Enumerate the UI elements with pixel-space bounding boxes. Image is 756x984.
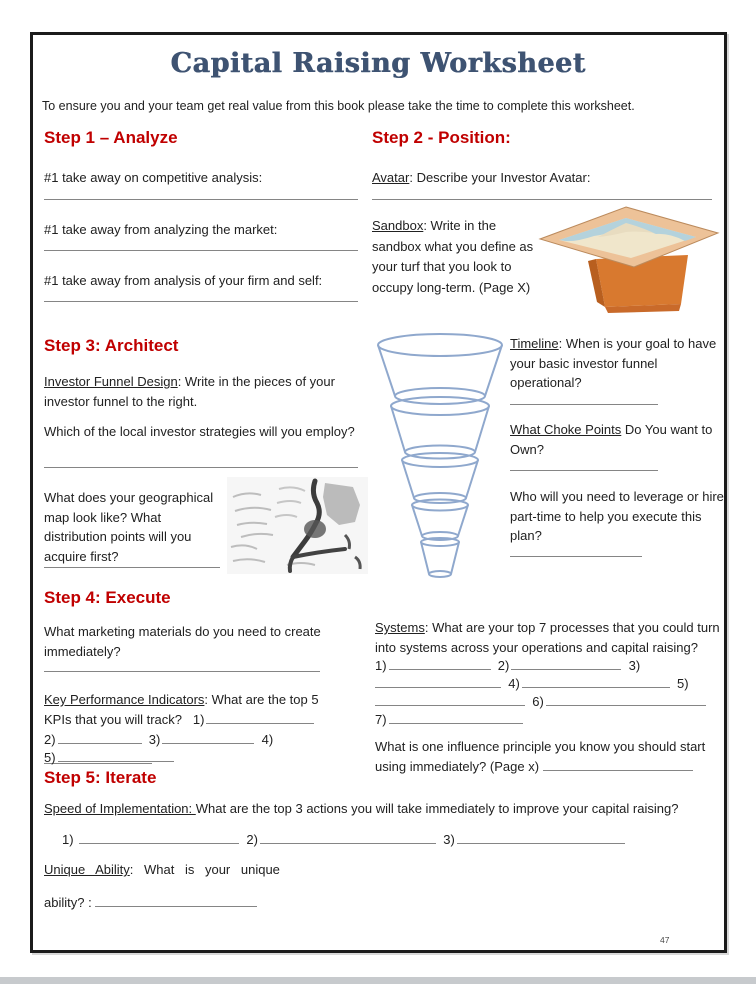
blank-field — [375, 677, 501, 688]
choke-points-label: What Choke Points — [510, 422, 622, 437]
choke-points-rest: Do You want to Own? — [510, 422, 713, 457]
blank-field — [260, 833, 436, 844]
map-question: What does your geographical map look like? What distribution points will you acquire first? — [44, 490, 214, 564]
kpi-item-marker: 1) — [192, 711, 205, 727]
funnel-design-rest: : Write in the pieces of your investor funnel to the right. — [44, 374, 335, 409]
sandbox-question — [372, 216, 542, 298]
action-marker: 3) — [443, 832, 455, 847]
speed-question-rest: What are the top 3 actions you will take immediately to improve your capital raising? — [195, 801, 679, 816]
ability-answer-line — [44, 893, 257, 913]
blank-field — [375, 695, 525, 706]
avatar-question-rest: : Describe your Investor Avatar: — [409, 170, 591, 185]
blank-field — [58, 733, 142, 744]
scan-edge — [0, 977, 756, 984]
blank-line — [44, 199, 358, 200]
marketing-question: What marketing materials do you need to create immediately? — [44, 624, 321, 659]
funnel-design-text — [44, 372, 364, 411]
influence-question — [375, 737, 731, 776]
page-number: 47 — [660, 935, 670, 945]
systems-items-row — [375, 692, 731, 712]
blank-line — [44, 467, 358, 468]
step1-heading: Step 1 – Analyze — [44, 128, 178, 147]
kpi-rest-a: : What are the top 5 — [204, 692, 319, 707]
step4-heading: Step 4: Execute — [44, 588, 171, 607]
systems-item-marker: 7) — [375, 712, 387, 727]
action-marker: 1) — [62, 832, 74, 847]
blank-line — [510, 470, 658, 471]
systems-label: Systems — [375, 620, 425, 635]
blank-line — [44, 671, 320, 672]
systems-items-row — [375, 710, 523, 730]
systems-item-marker: 3) — [628, 658, 641, 673]
blank-field — [389, 659, 491, 670]
choke-points-question — [510, 420, 732, 459]
blank-field — [58, 751, 174, 762]
blank-field — [543, 759, 693, 770]
investor-funnel-diagram — [373, 330, 507, 582]
systems-items-row — [375, 674, 731, 694]
strategies-question: Which of the local investor strategies will you employ? — [44, 424, 355, 439]
timeline-question-rest: : When is your goal to have your basic investor funnel operational? — [510, 336, 717, 390]
systems-items-row — [375, 656, 731, 676]
influence-text-b: using immediately? (Page x) — [375, 758, 540, 774]
sandbox-illustration — [538, 203, 720, 321]
unique-ability-question — [44, 860, 324, 880]
speed-of-implementation-label: Speed of Implementation: — [44, 801, 196, 816]
systems-rest-a: : What are your top 7 processes that you could turn — [424, 620, 720, 635]
blank-line — [510, 556, 642, 557]
blank-line — [44, 250, 358, 251]
actions-row — [62, 830, 742, 850]
blank-field — [95, 896, 257, 907]
systems-item-marker: 1) — [375, 658, 387, 673]
blank-field — [389, 713, 523, 724]
systems-item-marker: 5) — [677, 676, 689, 691]
step5-heading: Step 5: Iterate — [44, 768, 157, 787]
blank-line — [44, 301, 358, 302]
blank-field — [79, 833, 239, 844]
kpi-items-row — [44, 748, 174, 768]
systems-question — [375, 618, 731, 657]
blank-line — [44, 567, 220, 568]
sandbox-question-rest: : Write in the sandbox what you define as your turf that you look to occupy long-term. (Page X) — [372, 218, 534, 295]
step1-question-2: #1 take away from analyzing the market: — [44, 222, 278, 237]
kpi-item-marker: 3) — [148, 732, 161, 747]
kpi-item-marker: 4) — [261, 732, 274, 747]
kpi-rest-b: KPIs that you will track? — [44, 711, 182, 727]
step2-heading: Step 2 - Position: — [372, 128, 511, 147]
investor-funnel-design-label: Investor Funnel Design — [44, 374, 178, 389]
systems-item-marker: 4) — [508, 676, 520, 691]
unique-ability-rest: : What is your unique — [129, 862, 280, 877]
blank-line — [510, 404, 658, 405]
systems-item-marker: 2) — [497, 658, 510, 673]
ability-prefix: ability? : — [44, 895, 92, 910]
step1-question-3: #1 take away from analysis of your firm and self: — [44, 273, 323, 288]
blank-line — [372, 199, 712, 200]
leverage-question: Who will you need to leverage or hire part-time to help you execute this plan? — [510, 489, 724, 543]
systems-rest-b: into systems across your operations and capital raising? — [375, 639, 698, 655]
blank-field — [206, 712, 314, 723]
blank-field — [457, 833, 625, 844]
unique-ability-label: Unique Ability — [44, 862, 130, 877]
blank-field — [511, 659, 621, 670]
speed-question — [44, 799, 734, 819]
influence-text-a: What is one influence principle you know you should start — [375, 739, 706, 754]
systems-item-marker: 6) — [532, 694, 544, 709]
kpi-item-marker: 2) — [44, 732, 56, 747]
blank-field — [546, 695, 706, 706]
avatar-label: Avatar — [372, 170, 410, 185]
page-title: Capital Raising Worksheet — [170, 48, 586, 79]
kpi-label: Key Performance Indicators — [44, 692, 205, 707]
step1-question-1: #1 take away on competitive analysis: — [44, 170, 263, 185]
blank-field — [162, 733, 254, 744]
timeline-label: Timeline — [510, 336, 559, 351]
geographic-map-image — [227, 477, 368, 574]
avatar-question — [372, 168, 722, 188]
blank-field — [522, 677, 670, 688]
kpi-item-marker: 5) — [44, 750, 56, 765]
action-marker: 2) — [246, 832, 258, 847]
intro-text: To ensure you and your team get real value from this book please take the time to complete this worksheet. — [42, 99, 635, 113]
step3-heading: Step 3: Architect — [44, 336, 179, 355]
timeline-question — [510, 334, 732, 393]
sandbox-label: Sandbox — [372, 218, 424, 233]
kpi-question — [44, 690, 374, 729]
